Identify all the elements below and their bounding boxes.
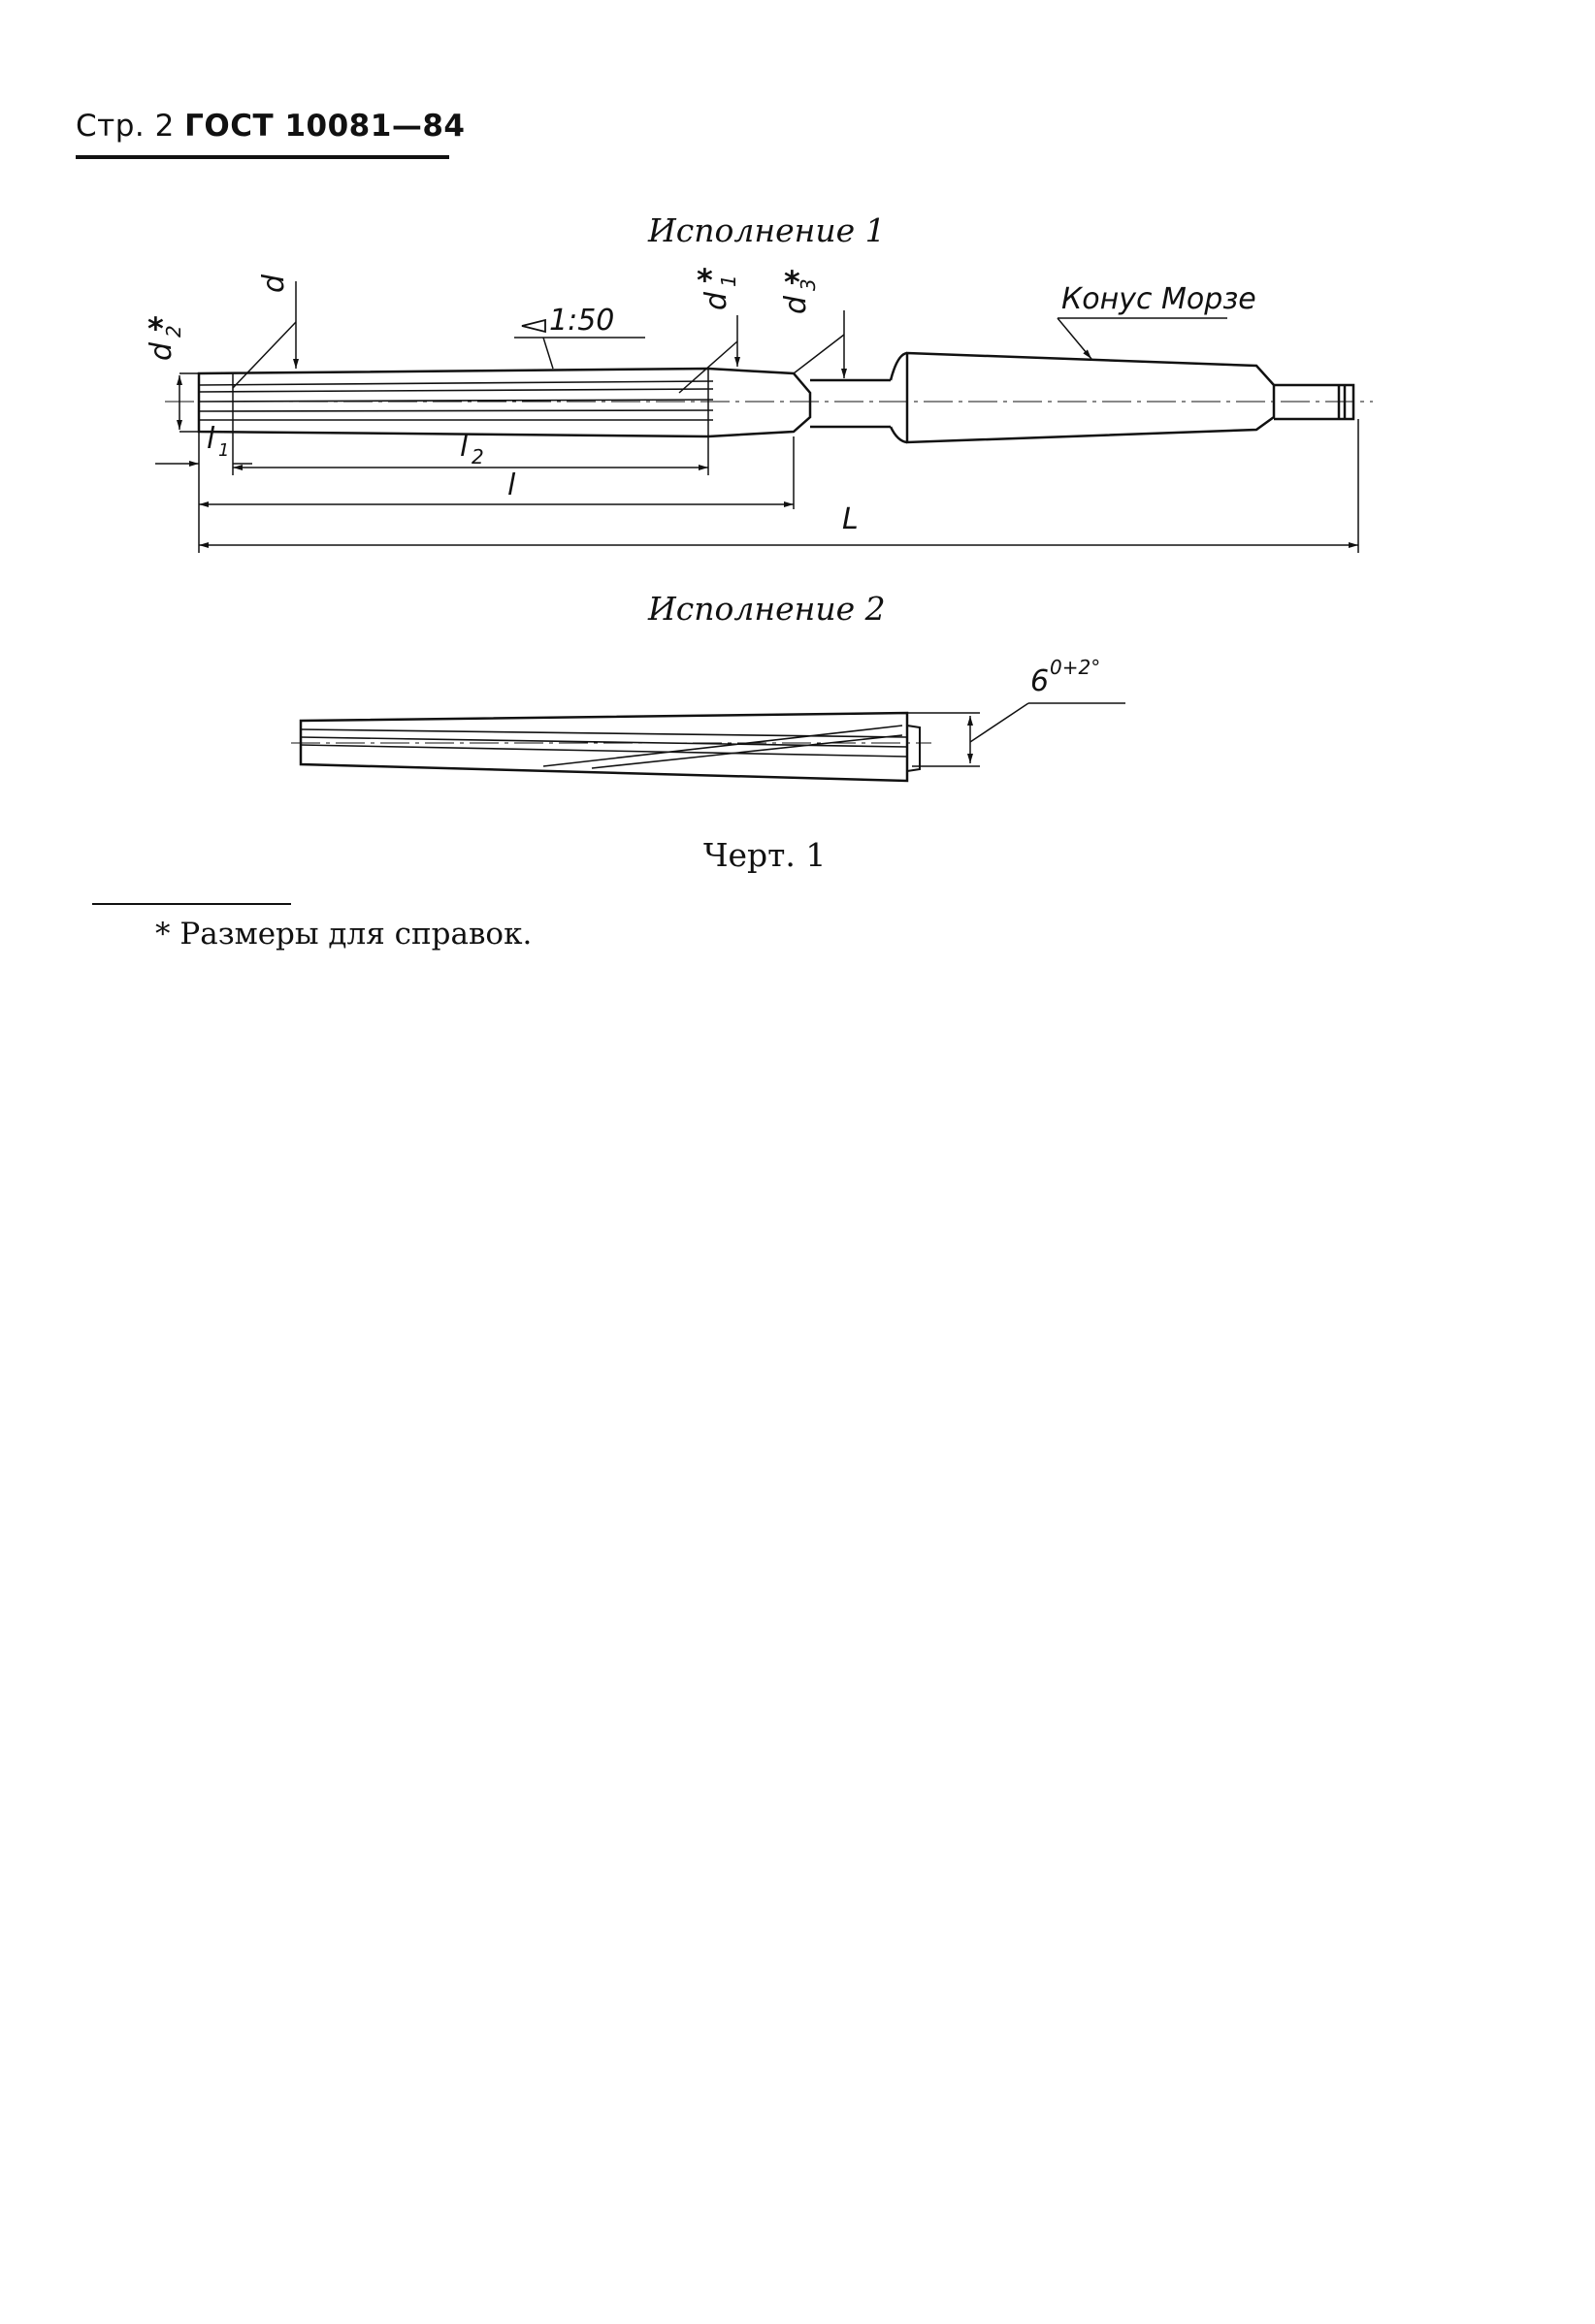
label-l1-sub: 1 [218,440,230,461]
page-number: Стр. 2 [76,109,175,144]
label-angle-tol: 0+2° [1050,656,1101,679]
label-d2: d [145,341,179,361]
label-l2: l [460,430,469,464]
shank-transition [891,353,907,442]
taper-symbol-icon [522,320,545,332]
neck-outline [810,380,891,427]
label-taper: 1:50 [549,304,615,338]
spiral-flutes [301,726,907,768]
label-d1-star: * [697,262,713,299]
variant1-caption: Исполнение 1 [648,211,886,249]
figure-label: Черт. 1 [703,836,827,874]
label-morse: Конус Морзе [1061,282,1256,316]
footnote-rule [92,903,291,905]
label-l1: l [207,422,215,456]
label-d: d [257,274,291,293]
standard-number: ГОСТ 10081—84 [184,109,466,144]
label-l: l [507,468,516,502]
morse-shank-outline [907,353,1274,442]
label-d1: d [700,291,733,310]
reamer-variant2 [291,703,1125,781]
label-d3-star: * [784,264,800,301]
label-d2-sub: 2 [162,325,185,338]
dimension-lines [155,281,1358,553]
label-d3-sub: 3 [797,278,820,291]
cutting-part-outline [199,369,810,436]
label-d3: d [779,295,813,314]
label-L: L [842,502,859,536]
label-l2-sub: 2 [472,445,484,468]
label-d1-sub: 1 [717,274,740,287]
footnote: * Размеры для справок. [155,917,533,952]
label-angle: 6 [1030,664,1050,698]
variant2-caption: Исполнение 2 [648,590,886,628]
label-d2-star: * [147,310,164,347]
flute-lines [199,381,713,420]
reamer-variant1 [199,353,1353,442]
